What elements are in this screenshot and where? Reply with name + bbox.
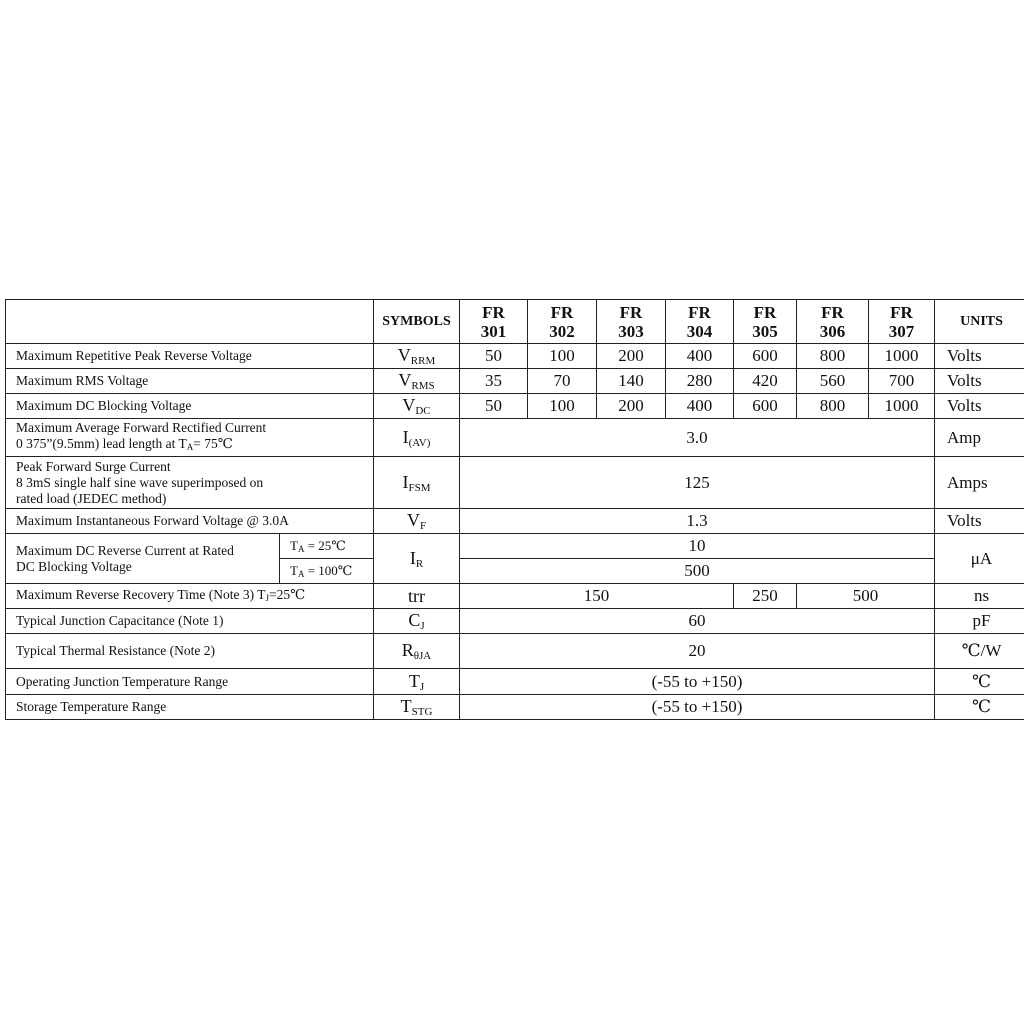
param-label: Maximum Reverse Recovery Time (Note 3) $T_J=25℃$ bbox=[6, 584, 374, 609]
header-part-fr301: FR 301 bbox=[460, 300, 528, 344]
param-label: Typical Junction Capacitance (Note 1) bbox=[6, 609, 374, 634]
header-part-fr304: FR 304 bbox=[666, 300, 734, 344]
value-cell: 600 bbox=[734, 394, 797, 419]
unit-cell: ℃ bbox=[935, 669, 1024, 695]
symbol-cell: $V_{RMS}$ bbox=[374, 369, 460, 394]
table-row-trr bbox=[6, 584, 1024, 609]
param-label: Maximum DC Reverse Current at Rated DC Blocking Voltage bbox=[6, 534, 280, 584]
value-cell: 140 bbox=[597, 369, 666, 394]
symbol-cell: $R_{\theta JA}$ bbox=[374, 634, 460, 669]
value-cell: 10 bbox=[460, 534, 935, 559]
value-cell: 3.0 bbox=[460, 419, 935, 457]
ratings-table bbox=[5, 299, 1024, 720]
unit-cell: ℃ bbox=[935, 695, 1024, 720]
table-row-rtheta bbox=[6, 634, 1024, 669]
value-cell: 500 bbox=[460, 559, 935, 584]
symbol-cell: $I_{(AV)}$ bbox=[374, 419, 460, 457]
value-cell: 280 bbox=[666, 369, 734, 394]
value-cell: 400 bbox=[666, 394, 734, 419]
unit-cell: Amp bbox=[935, 419, 1024, 457]
table-row-vrms bbox=[6, 369, 1024, 394]
unit-cell: μA bbox=[935, 534, 1024, 584]
header-part-fr307: FR 307 bbox=[869, 300, 935, 344]
symbol-cell: $V_F$ bbox=[374, 509, 460, 534]
value-cell: 200 bbox=[597, 394, 666, 419]
header-row bbox=[6, 300, 1024, 344]
symbol-cell: $C_J$ bbox=[374, 609, 460, 634]
header-blank bbox=[6, 300, 374, 344]
param-label: Maximum Average Forward Rectified Current 0 375”(9.5mm) lead length at $T_A=$ 75℃ bbox=[6, 419, 374, 457]
value-cell: (-55 to +150) bbox=[460, 695, 935, 720]
table-row-tj bbox=[6, 669, 1024, 695]
value-cell: 400 bbox=[666, 344, 734, 369]
table-row-vf bbox=[6, 509, 1024, 534]
header-part-fr303: FR 303 bbox=[597, 300, 666, 344]
value-cell: 150 bbox=[460, 584, 734, 609]
value-cell: 250 bbox=[734, 584, 797, 609]
table-row-ifsm bbox=[6, 457, 1024, 509]
symbol-cell: $I_R$ bbox=[374, 534, 460, 584]
param-label: Peak Forward Surge Current 8 3mS single half sine wave superimposed on rated load (JEDEC method) bbox=[6, 457, 374, 509]
value-cell: 500 bbox=[797, 584, 935, 609]
symbol-cell: trr bbox=[374, 584, 460, 609]
condition-cell: $T_A$ = 100℃ bbox=[280, 559, 374, 584]
table-row-vrrm bbox=[6, 344, 1024, 369]
value-cell: 100 bbox=[528, 394, 597, 419]
value-cell: 800 bbox=[797, 344, 869, 369]
value-cell: 600 bbox=[734, 344, 797, 369]
symbol-cell: $T_{STG}$ bbox=[374, 695, 460, 720]
value-cell: 420 bbox=[734, 369, 797, 394]
value-cell: 1000 bbox=[869, 344, 935, 369]
unit-cell: Volts bbox=[935, 369, 1024, 394]
value-cell: 1000 bbox=[869, 394, 935, 419]
symbol-cell: $T_J$ bbox=[374, 669, 460, 695]
value-cell: 100 bbox=[528, 344, 597, 369]
condition-cell: $T_A$ = 25℃ bbox=[280, 534, 374, 559]
value-cell: 60 bbox=[460, 609, 935, 634]
unit-cell: ℃/W bbox=[935, 634, 1024, 669]
header-units: UNITS bbox=[935, 300, 1024, 344]
param-label: Maximum DC Blocking Voltage bbox=[6, 394, 374, 419]
header-part-fr305: FR 305 bbox=[734, 300, 797, 344]
value-cell: 1.3 bbox=[460, 509, 935, 534]
unit-cell: Volts bbox=[935, 344, 1024, 369]
param-label: Operating Junction Temperature Range bbox=[6, 669, 374, 695]
param-label: Maximum Repetitive Peak Reverse Voltage bbox=[6, 344, 374, 369]
header-part-fr302: FR 302 bbox=[528, 300, 597, 344]
value-cell: 70 bbox=[528, 369, 597, 394]
value-cell: 50 bbox=[460, 394, 528, 419]
value-cell: 125 bbox=[460, 457, 935, 509]
value-cell: 35 bbox=[460, 369, 528, 394]
table-row-cj bbox=[6, 609, 1024, 634]
unit-cell: pF bbox=[935, 609, 1024, 634]
param-label: Maximum Instantaneous Forward Voltage @ 3.0A bbox=[6, 509, 374, 534]
table-row-iav bbox=[6, 419, 1024, 457]
param-label: Storage Temperature Range bbox=[6, 695, 374, 720]
header-symbols: SYMBOLS bbox=[374, 300, 460, 344]
table-row-tstg bbox=[6, 695, 1024, 720]
ratings-table-container bbox=[5, 299, 1017, 720]
unit-cell: ns bbox=[935, 584, 1024, 609]
table-row-vdc bbox=[6, 394, 1024, 419]
symbol-cell: $V_{RRM}$ bbox=[374, 344, 460, 369]
value-cell: 560 bbox=[797, 369, 869, 394]
unit-cell: Amps bbox=[935, 457, 1024, 509]
param-label: Maximum RMS Voltage bbox=[6, 369, 374, 394]
value-cell: 200 bbox=[597, 344, 666, 369]
symbol-cell: $I_{FSM}$ bbox=[374, 457, 460, 509]
table-row-ir bbox=[6, 534, 1024, 559]
header-part-fr306: FR 306 bbox=[797, 300, 869, 344]
value-cell: (-55 to +150) bbox=[460, 669, 935, 695]
param-label: Typical Thermal Resistance (Note 2) bbox=[6, 634, 374, 669]
unit-cell: Volts bbox=[935, 509, 1024, 534]
value-cell: 20 bbox=[460, 634, 935, 669]
symbol-cell: $V_{DC}$ bbox=[374, 394, 460, 419]
unit-cell: Volts bbox=[935, 394, 1024, 419]
value-cell: 50 bbox=[460, 344, 528, 369]
value-cell: 800 bbox=[797, 394, 869, 419]
value-cell: 700 bbox=[869, 369, 935, 394]
